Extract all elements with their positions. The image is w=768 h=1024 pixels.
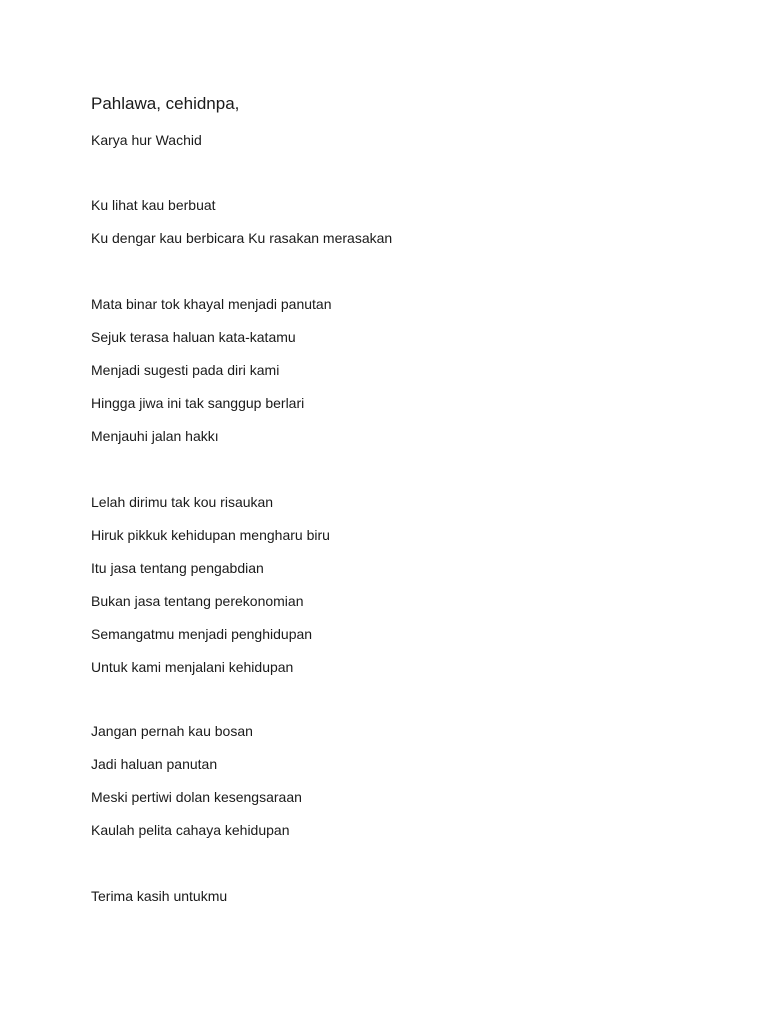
poem-line: Hingga jiwa ini tak sanggup berlari (91, 395, 305, 411)
poem-line: Jadi haluan panutan (91, 756, 218, 772)
stanza-2 (91, 294, 331, 459)
poem-line: Hiruk pikkuk kehidupan mengharu biru (91, 527, 330, 543)
stanza-1 (91, 195, 392, 261)
stanza-4 (91, 721, 302, 853)
poem-line: Menjauhi jalan hakkı (91, 428, 219, 444)
poem-line: Meski pertiwi dolan kesengsaraan (91, 789, 302, 805)
poem-content (91, 92, 691, 904)
poem-line: Semangatmu menjadi penghidupan (91, 626, 313, 642)
poem-line: Itu jasa tentang pengabdian (91, 560, 264, 576)
poem-line: Ku dengar kau berbicara Ku rasakan merasakan (91, 230, 393, 246)
poem-line: Jangan pernah kau bosan (91, 723, 253, 739)
stanza-3 (91, 492, 330, 690)
poem-line: Untuk kami menjalani kehidupan (91, 659, 294, 675)
poem-line: Kaulah pelita cahaya kehidupan (91, 822, 290, 838)
poem-line: Sejuk terasa haluan kata-katamu (91, 329, 296, 345)
poem-line: Menjadi sugesti pada diri kami (91, 362, 280, 378)
poem-author: Karya hur Wachid (91, 132, 202, 148)
stanza-5 (91, 886, 227, 919)
poem-title: Pahlawa, cehidnpa, (91, 94, 240, 113)
poem-line: Ku lihat kau berbuat (91, 197, 216, 213)
poem-line: Terima kasih untukmu (91, 888, 228, 904)
poem-line: Bukan jasa tentang perekonomian (91, 593, 304, 609)
poem-line: Mata binar tok khayal menjadi panutan (91, 296, 332, 312)
poem-line: Lelah dirimu tak kou risaukan (91, 494, 274, 510)
